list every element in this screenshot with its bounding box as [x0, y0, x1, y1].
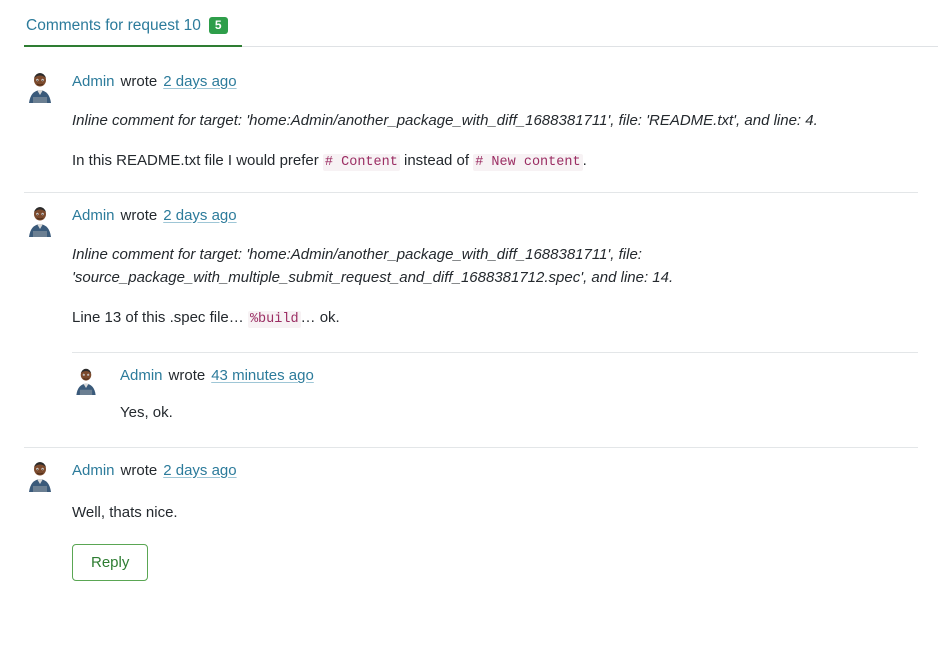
comment-body	[24, 243, 918, 331]
tab-comments-for-request[interactable]	[24, 7, 242, 47]
comment-text-before: In this README.txt file I would prefer	[72, 152, 323, 170]
comment-item	[24, 193, 918, 448]
tab-label: Comments for request 10	[26, 16, 201, 34]
comment-reply-timestamp[interactable]: 43 minutes ago	[211, 367, 314, 385]
comment-reply-header	[72, 367, 918, 384]
comment-inline-target-meta: Inline comment for target: 'home:Admin/another_package_with_diff_1688381711', file: 'source_package_with_multiple_submit_request_and_diff_1688381712.spec', and line: 14.	[72, 245, 674, 286]
comment-author[interactable]: Admin	[72, 73, 115, 90]
comment-timestamp[interactable]: 2 days ago	[163, 461, 237, 479]
comment-text: Well, thats nice.	[72, 503, 178, 521]
comment-timestamp[interactable]: 2 days ago	[163, 206, 237, 224]
comment-body	[24, 502, 918, 525]
user-avatar-icon	[72, 367, 100, 395]
user-avatar-icon	[24, 460, 56, 492]
comment-wrote-label: wrote	[120, 461, 158, 479]
comment-inline-target-meta: Inline comment for target: 'home:Admin/another_package_with_diff_1688381711', file: 'README.txt', and line: 4.	[72, 112, 818, 129]
comment-header	[24, 462, 918, 484]
comment-text-after: … ok.	[300, 309, 340, 326]
comment-text-before: Line 13 of this .spec file…	[72, 309, 248, 326]
comment-author[interactable]: Admin	[72, 206, 115, 224]
comment-header	[24, 207, 918, 229]
comment-reply-author[interactable]: Admin	[120, 367, 163, 385]
comment-code-snippet: # Content	[324, 155, 398, 171]
comment-item	[24, 448, 918, 600]
comment-reply-text: Yes, ok.	[120, 404, 173, 422]
comment-text	[72, 307, 838, 330]
comment-reply-wrote-label: wrote	[168, 367, 206, 385]
comment-text	[72, 150, 838, 173]
tab-bar	[24, 0, 938, 47]
user-avatar-icon	[24, 205, 56, 237]
comments-list	[24, 47, 918, 599]
comment-code-snippet: # New content	[475, 155, 581, 171]
comment-wrote-label: wrote	[120, 206, 158, 224]
comment-text-middle: instead of	[399, 152, 474, 170]
user-avatar-icon	[24, 71, 56, 103]
comment-body	[24, 109, 918, 174]
reply-button[interactable]: Reply	[72, 544, 148, 581]
comment-header	[24, 73, 918, 95]
comment-code-snippet: %build	[249, 312, 299, 327]
comment-timestamp[interactable]: 2 days ago	[163, 73, 237, 90]
comment-reply-body	[72, 402, 918, 425]
comment-reply	[72, 352, 918, 429]
tab-comment-count-badge: 5	[209, 17, 228, 34]
comment-text-after: .	[582, 152, 587, 170]
comment-author[interactable]: Admin	[72, 461, 115, 479]
comment-wrote-label: wrote	[120, 73, 158, 90]
comment-item	[24, 59, 918, 193]
